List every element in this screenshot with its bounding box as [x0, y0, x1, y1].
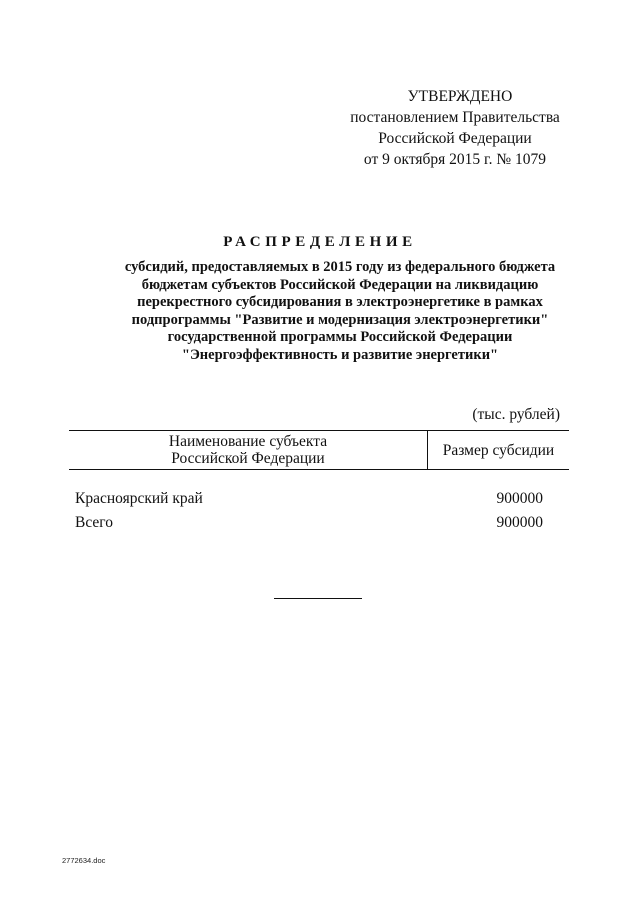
header-subsidy-amount: Размер субсидии [428, 431, 570, 470]
subtitle-line: бюджетам субъектов Российской Федерации на ликвидацию [141, 276, 539, 293]
approval-heading: УТВЕРЖДЕНО [407, 88, 513, 105]
document-subtitle [60, 259, 620, 364]
subtitle-line: "Энергоэффективность и развитие энергетики" [181, 346, 499, 363]
row-subject-name: Красноярский край [75, 490, 203, 507]
distribution-table-container [69, 430, 569, 532]
approval-block [340, 86, 570, 170]
subtitle-line: субсидий, предоставляемых в 2015 году из федерального бюджета [124, 259, 556, 275]
table-header-row [69, 431, 569, 470]
subtitle-line: государственной программы Российской Федерации [167, 329, 513, 345]
subtitle-line: подпрограммы "Развитие и модернизация электроэнергетики" [131, 311, 549, 328]
header-subject-line2: Российской Федерации [171, 450, 325, 467]
header-subject-name [69, 431, 428, 470]
row-subsidy-amount: 900000 [496, 490, 543, 507]
header-subject-line1: Наименование субъекта [168, 433, 328, 450]
row-total-amount: 900000 [496, 514, 543, 531]
document-file-reference: 2772634.doc [62, 856, 106, 865]
approval-line-decree: постановлением Правительства [350, 109, 560, 126]
subtitle-line: перекрестного субсидирования в электроэнергетике в рамках [137, 294, 543, 310]
distribution-table [69, 430, 569, 532]
table-row [69, 470, 569, 509]
row-total-label: Всего [75, 514, 114, 531]
approval-line-federation: Российской Федерации [378, 130, 532, 147]
closing-separator-line [274, 598, 362, 599]
table-row-total [69, 508, 569, 532]
approval-line-date: от 9 октября 2015 г. № 1079 [363, 151, 547, 168]
document-title: РАСПРЕДЕЛЕНИЕ [223, 234, 417, 250]
units-label: (тыс. рублей) [472, 406, 560, 423]
